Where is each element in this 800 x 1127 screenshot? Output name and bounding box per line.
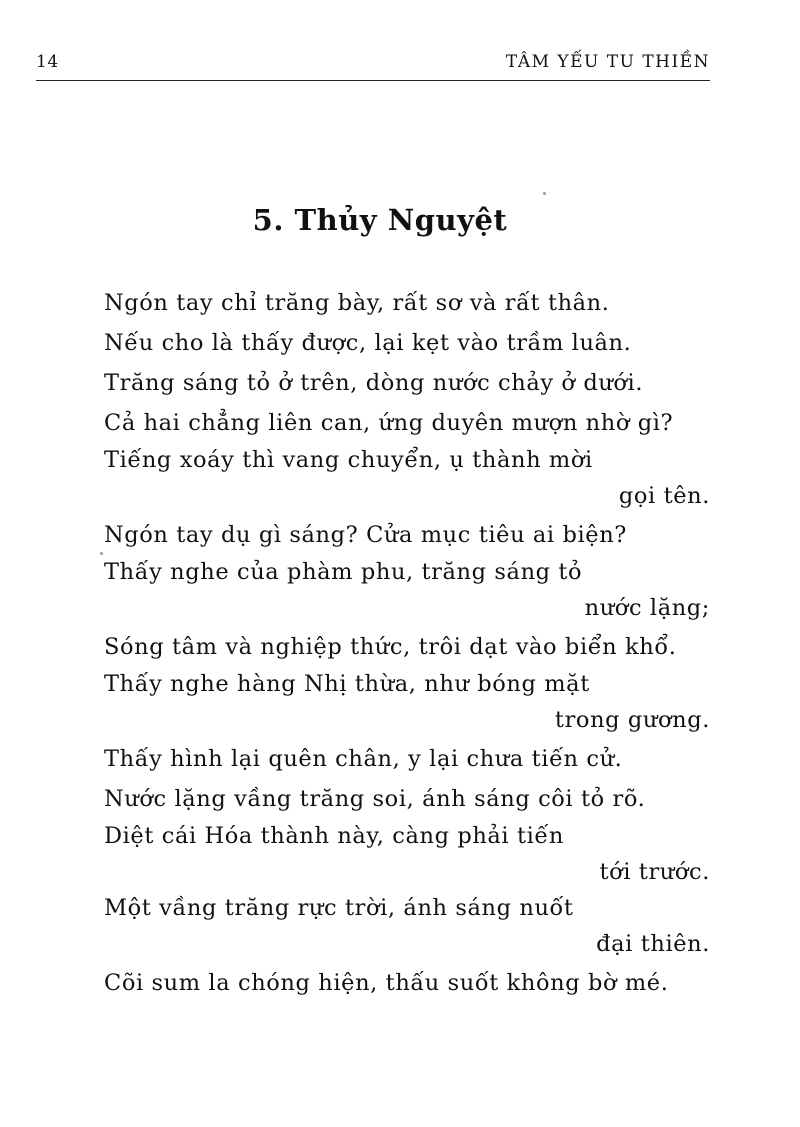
poem-line-2: Nếu cho là thấy được, lại kẹt vào trầm luân. <box>104 330 632 356</box>
poem-line-5: Tiếng xoáy thì vang chuyển, ụ thành mời <box>104 447 593 473</box>
poem-line-14: Cõi sum la chóng hiện, thấu suốt không bờ mé. <box>104 970 669 996</box>
poem-line-12-continuation: tới trước. <box>599 859 710 885</box>
poem-line-6: Ngón tay dụ gì sáng? Cửa mục tiêu ai biện? <box>104 522 627 548</box>
poem-line-7-continuation: nước lặng; <box>584 595 710 621</box>
poem-line-8: Sóng tâm và nghiệp thức, trôi dạt vào biển khổ. <box>104 634 677 660</box>
poem-line-5-continuation: gọi tên. <box>618 483 710 509</box>
poem-line-3: Trăng sáng tỏ ở trên, dòng nước chảy ở dưới. <box>104 370 644 396</box>
print-speck <box>543 192 546 195</box>
poem-line-7: Thấy nghe của phàm phu, trăng sáng tỏ <box>104 559 583 585</box>
poem-line-9: Thấy nghe hàng Nhị thừa, như bóng mặt <box>104 671 590 697</box>
poem-line-12: Diệt cái Hóa thành này, càng phải tiến <box>104 823 564 849</box>
chapter-title: 5. Thủy Nguyệt <box>252 203 508 237</box>
book-title: TÂM YẾU TU THIỀN <box>505 52 710 72</box>
poem-line-9-continuation: trong gương. <box>554 707 710 733</box>
poem-line-11: Nước lặng vầng trăng soi, ánh sáng côi tỏ rõ. <box>104 786 646 812</box>
poem-line-4: Cả hai chẳng liên can, ứng duyên mượn nhờ gì? <box>104 410 674 436</box>
poem <box>104 283 710 1003</box>
page-number: 14 <box>36 52 59 72</box>
poem-line-13-continuation: đại thiên. <box>596 931 710 957</box>
running-header <box>36 50 710 81</box>
poem-line-10: Thấy hình lại quên chân, y lại chưa tiến cử. <box>104 746 623 772</box>
poem-line-1: Ngón tay chỉ trăng bày, rất sơ và rất thân. <box>104 290 610 316</box>
poem-line-13: Một vầng trăng rực trời, ánh sáng nuốt <box>104 895 574 921</box>
print-speck <box>100 552 103 555</box>
